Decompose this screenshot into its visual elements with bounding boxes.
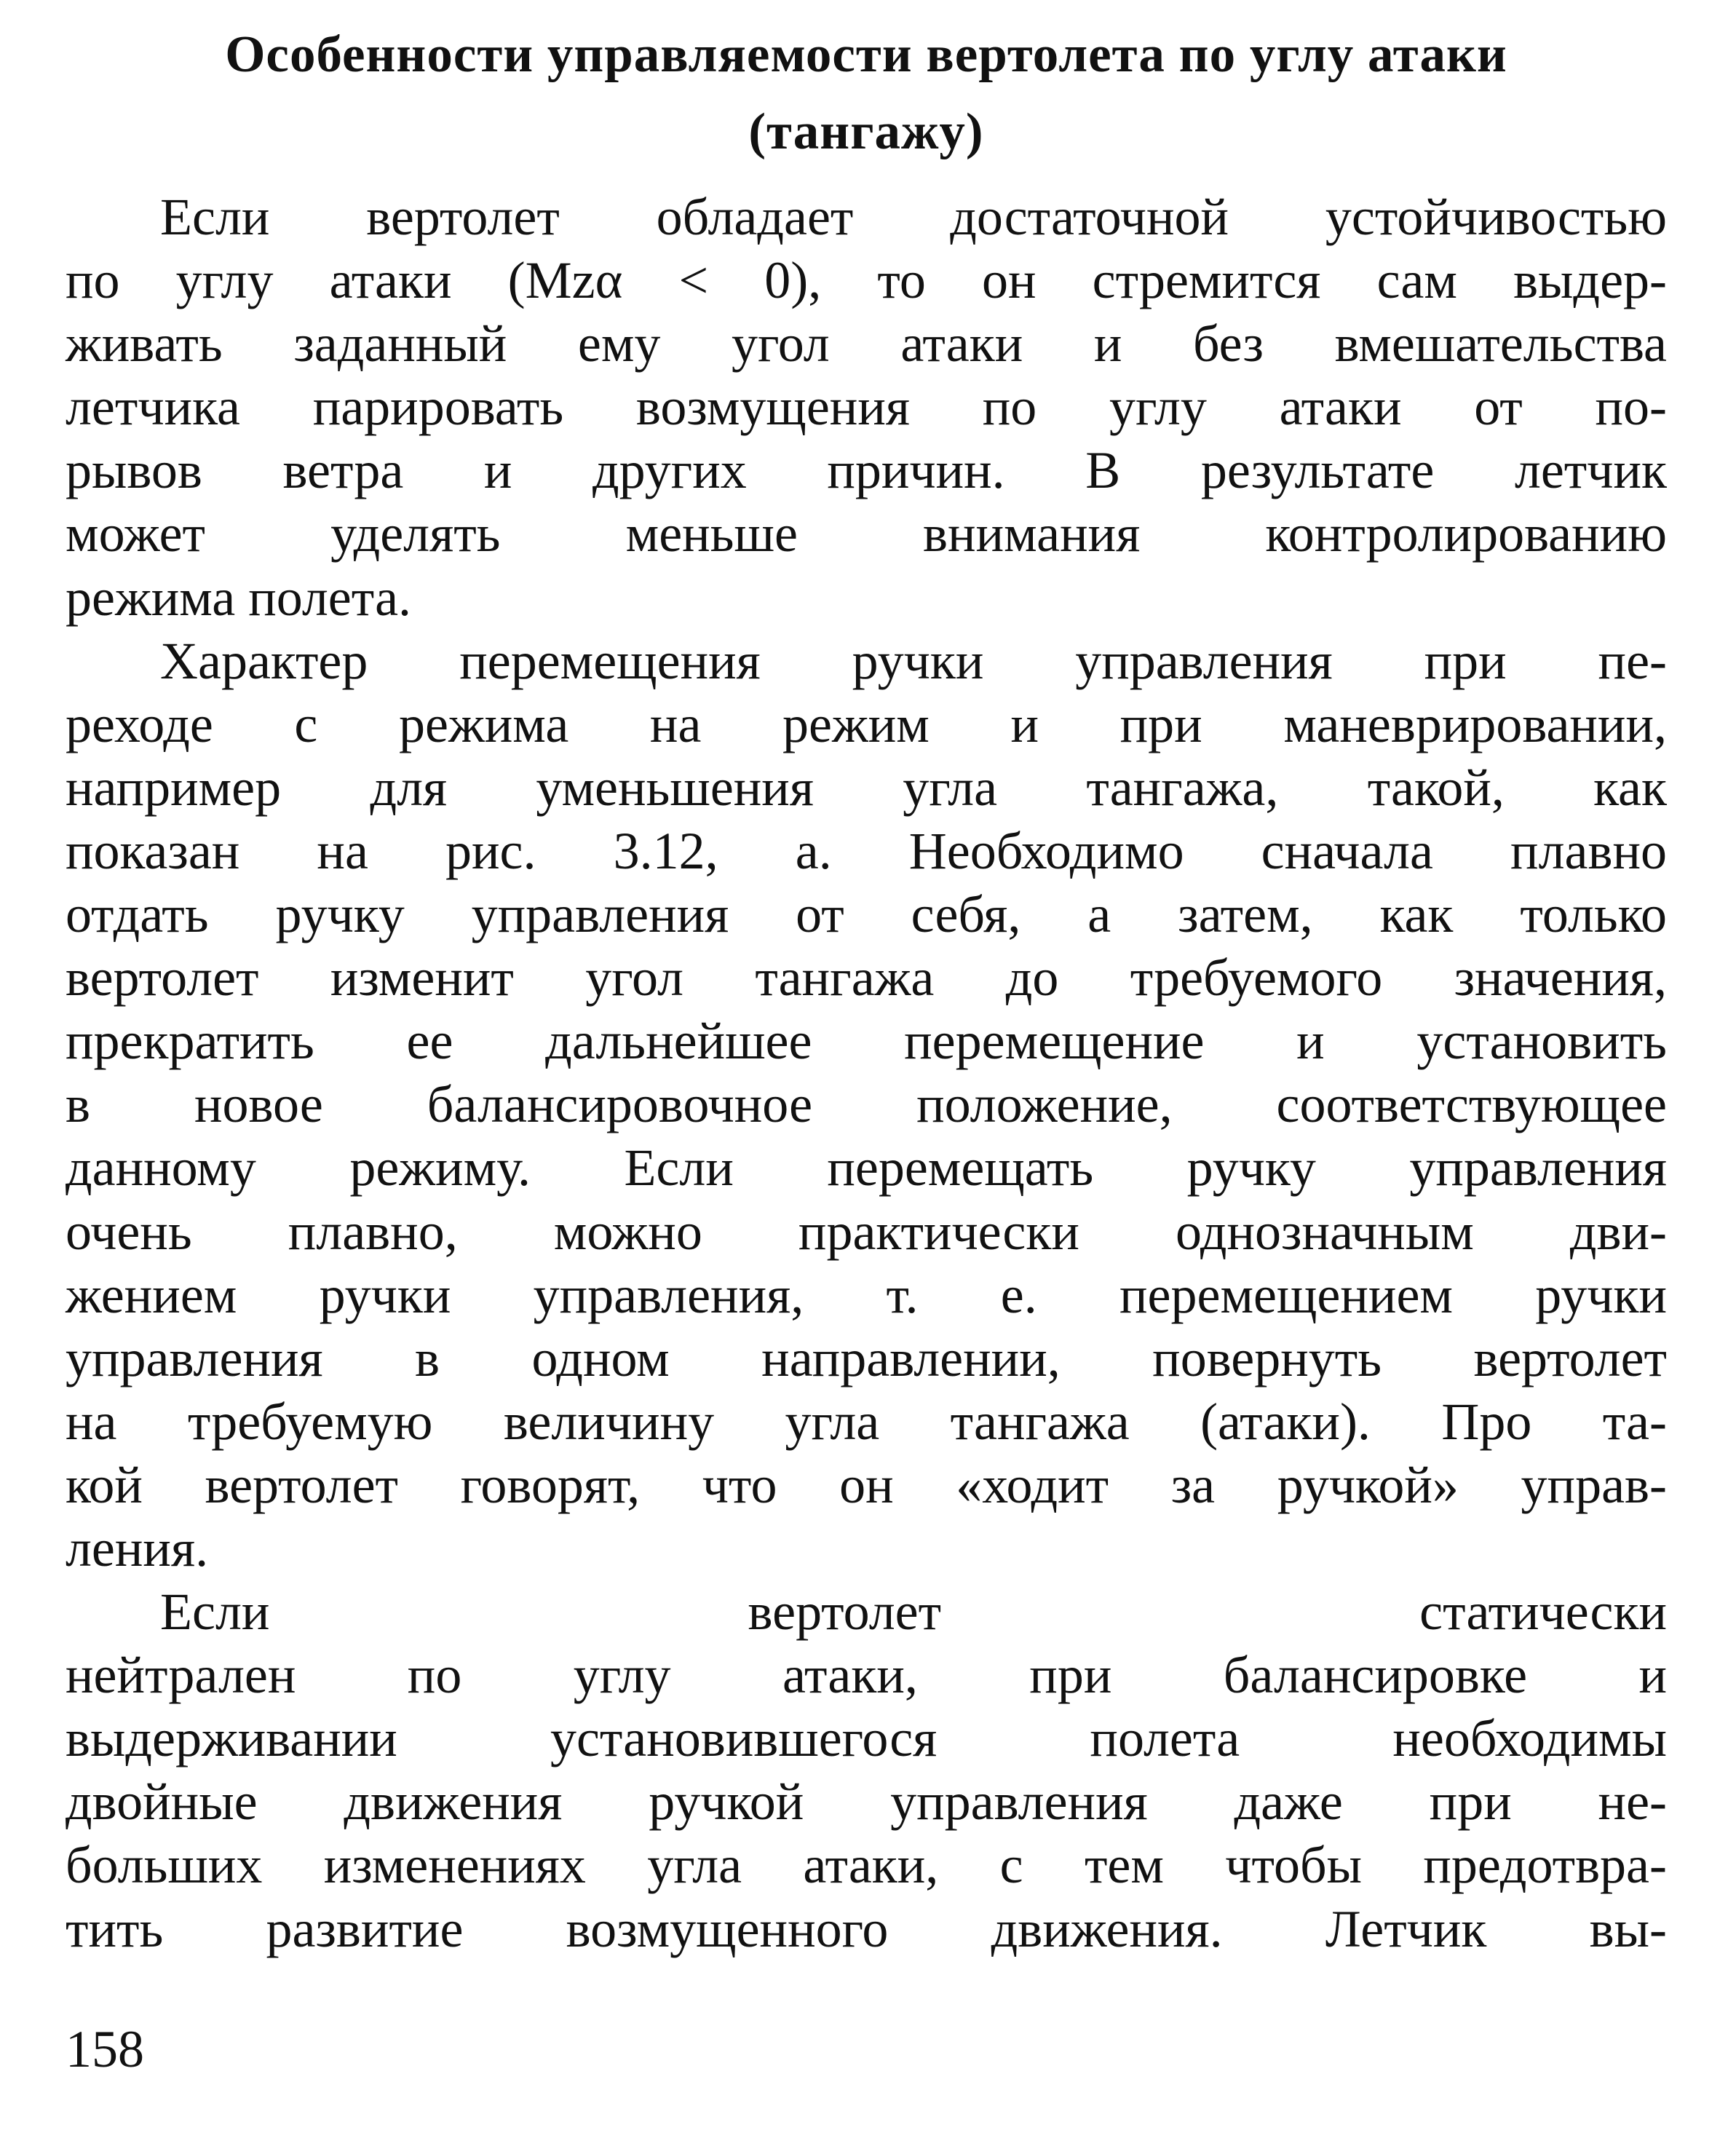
text-line: на требуемую величину угла тангажа (атаки). Про та- (66, 1392, 1667, 1451)
text-line: по углу атаки (Mzα < 0), то он стремится сам выдер- (66, 251, 1667, 310)
text-line: летчика парировать возмущения по углу атаки от по- (66, 378, 1667, 437)
text-line: показан на рис. 3.12, а. Необходимо сначала плавно (66, 821, 1667, 880)
text-line: рывов ветра и других причин. В результате летчик (66, 441, 1667, 500)
text-line: двойные движения ручкой управления даже при не- (66, 1773, 1667, 1832)
text-line: тить развитие возмущенного движения. Летчик вы- (66, 1899, 1667, 1958)
text-line: ления. (66, 1519, 209, 1577)
text-line: живать заданный ему угол атаки и без вмешательства (66, 314, 1667, 373)
text-line: реходе с режима на режим и при маневрировании, (66, 694, 1667, 753)
text-line: нейтрален по углу атаки, при балансировке и (66, 1646, 1667, 1705)
text-line: больших изменениях угла атаки, с тем чтобы предотвра- (66, 1836, 1667, 1895)
page-number: 158 (66, 2020, 144, 2078)
heading-line-2: (тангажу) (748, 103, 984, 160)
paragraph-3 (66, 1580, 1667, 1961)
text-line: жением ручки управления, т. е. перемещением ручки (66, 1265, 1667, 1324)
text-line: Характер перемещения ручки управления при пе- (160, 631, 1667, 690)
text-line: в новое балансировочное положение, соответствующее (66, 1075, 1667, 1134)
text-line: выдерживании установившегося полета необходимы (66, 1709, 1667, 1768)
section-heading (66, 16, 1667, 170)
text-line: отдать ручку управления от себя, а затем, как только (66, 885, 1667, 944)
text-line: Если вертолет статически (160, 1583, 1667, 1642)
text-line: кой вертолет говорят, что он «ходит за ручкой» управ- (66, 1455, 1667, 1514)
paragraph-2 (66, 630, 1667, 1580)
text-line: очень плавно, можно практически однозначным дви- (66, 1202, 1667, 1261)
heading-line-1: Особенности управляемости вертолета по углу атаки (225, 26, 1507, 83)
document-page (66, 0, 1667, 2138)
text-line: может уделять меньше внимания контролированию (66, 504, 1667, 563)
text-line: например для уменьшения угла тангажа, такой, как (66, 758, 1667, 817)
text-line: данному режиму. Если перемещать ручку управления (66, 1139, 1667, 1197)
text-line: режима полета. (66, 568, 412, 627)
text-line: Если вертолет обладает достаточной устойчивостью (160, 188, 1667, 246)
text-line: вертолет изменит угол тангажа до требуемого значения, (66, 949, 1667, 1007)
text-line: управления в одном направлении, повернуть вертолет (66, 1329, 1667, 1387)
body-text (66, 186, 1667, 1961)
text-line: прекратить ее дальнейшее перемещение и установить (66, 1012, 1667, 1071)
paragraph-1 (66, 186, 1667, 630)
